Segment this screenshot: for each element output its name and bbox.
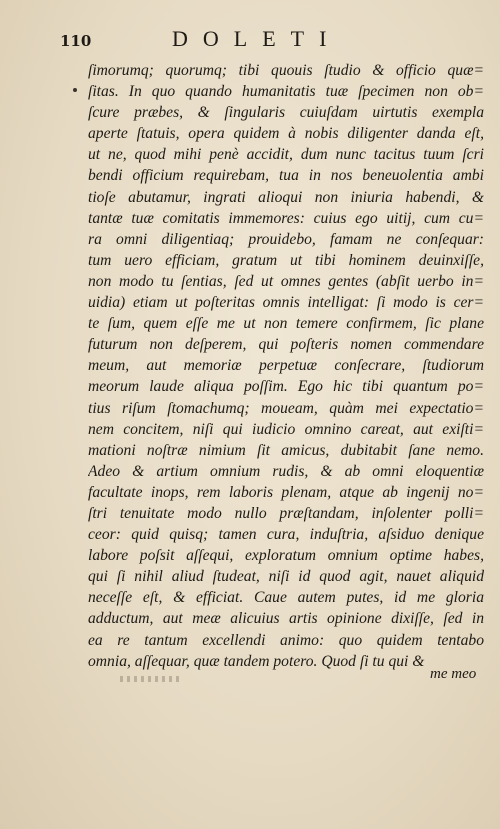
text-line: ſcure præbes, & ſingularis cuiuſdam uirtutis exempla [88, 104, 484, 122]
text-line: ea re tantum excellendi animo: quo quidem tentabo [88, 631, 484, 649]
text-line: neceſſe eſt, & efficiat. Caue autem putes, id me gloria [88, 589, 484, 607]
catchword: me meo [430, 666, 477, 682]
ink-bleed-mark [120, 676, 180, 682]
text-line: nem concitem, niſi qui iudicio omnino careat, aut exiſti= [88, 420, 484, 438]
text-line: ſimorumq; quorumq; tibi quouis ſtudio & officio quæ= [88, 62, 484, 79]
text-line: meorum laude aliqua poſſim. Ego hic tibi quantum po= [88, 378, 484, 396]
page-header [60, 24, 460, 54]
text-line: futurum non deſperem, qui poſteris nomen commendare [88, 336, 484, 354]
margin-mark [73, 88, 77, 92]
body-text [88, 60, 484, 672]
text-line: omnia, aſſequar, quæ tandem potero. Quod ſi tu qui & [88, 652, 425, 670]
text-line: ut ne, quod mihi penè accidit, dum nunc tacitus tuum ſcri [88, 146, 484, 164]
text-line: tioſe abutamur, ingrati alioqui non iniuria habendi, & [88, 188, 484, 206]
text-line: aperte ſtatuis, opera quidem à nobis diligenter danda eſt, [88, 125, 484, 143]
text-line: non modo tu ſentias, ſed ut omnes gentes (abſit uerbo in= [88, 272, 484, 290]
text-line: ſitas. In quo quando humanitatis tuæ ſpecimen non ob= [88, 83, 484, 101]
text-line: qui ſi nihil aliud ſtudeat, niſi id quod agit, nauet aliquid [88, 568, 484, 586]
text-line: tantæ tuæ comitatis immemores: cuius ego uitij, cum cu= [88, 209, 484, 227]
running-head: DOLETI [172, 26, 342, 51]
text-line: bendi officium requirebam, tua in nos beneuolentia ambi [88, 167, 484, 185]
page-number: 110 [60, 32, 92, 50]
text-line: te ſum, quem eſſe me ut non temere confirmem, ſic plane [88, 315, 484, 333]
text-line: tum uero efficiam, gratum ut tibi hominem deuinxiſſe, [88, 251, 484, 269]
text-line: ra omni diligentiaq; prouidebo, famam ne conſequar: [88, 230, 484, 248]
text-line: Adeo & artium omnium rudis, & ab omni eloquentiæ [88, 462, 484, 480]
text-line: meum, aut memoriæ perpetuæ conſecrare, ſtudiorum [88, 357, 484, 375]
text-line: mationi noſtræ nimium ſit amicus, dubitabit ſane nemo. [88, 441, 484, 459]
text-line: uidia) etiam ut poſteritas omnis intelligat: ſi modo is cer= [88, 294, 484, 312]
text-line: ceor: quid quisq; tamen cura, induſtria, aſsiduo denique [88, 526, 484, 544]
text-line: facultate inops, rem laboris plenam, atque ab ingenij no= [88, 483, 484, 501]
text-line: adductum, aut meæ alicuius artis opinione dixiſſe, ſed in [88, 610, 484, 628]
text-line: labore poſsit aſſequi, exploratum omnium optime habes, [88, 547, 484, 565]
text-line: ſtri tenuitate modo nullo præſtandam, inſolenter polli= [88, 504, 484, 522]
text-line: tius riſum ſtomachumq; moueam, quàm mei expectatio= [88, 399, 484, 417]
